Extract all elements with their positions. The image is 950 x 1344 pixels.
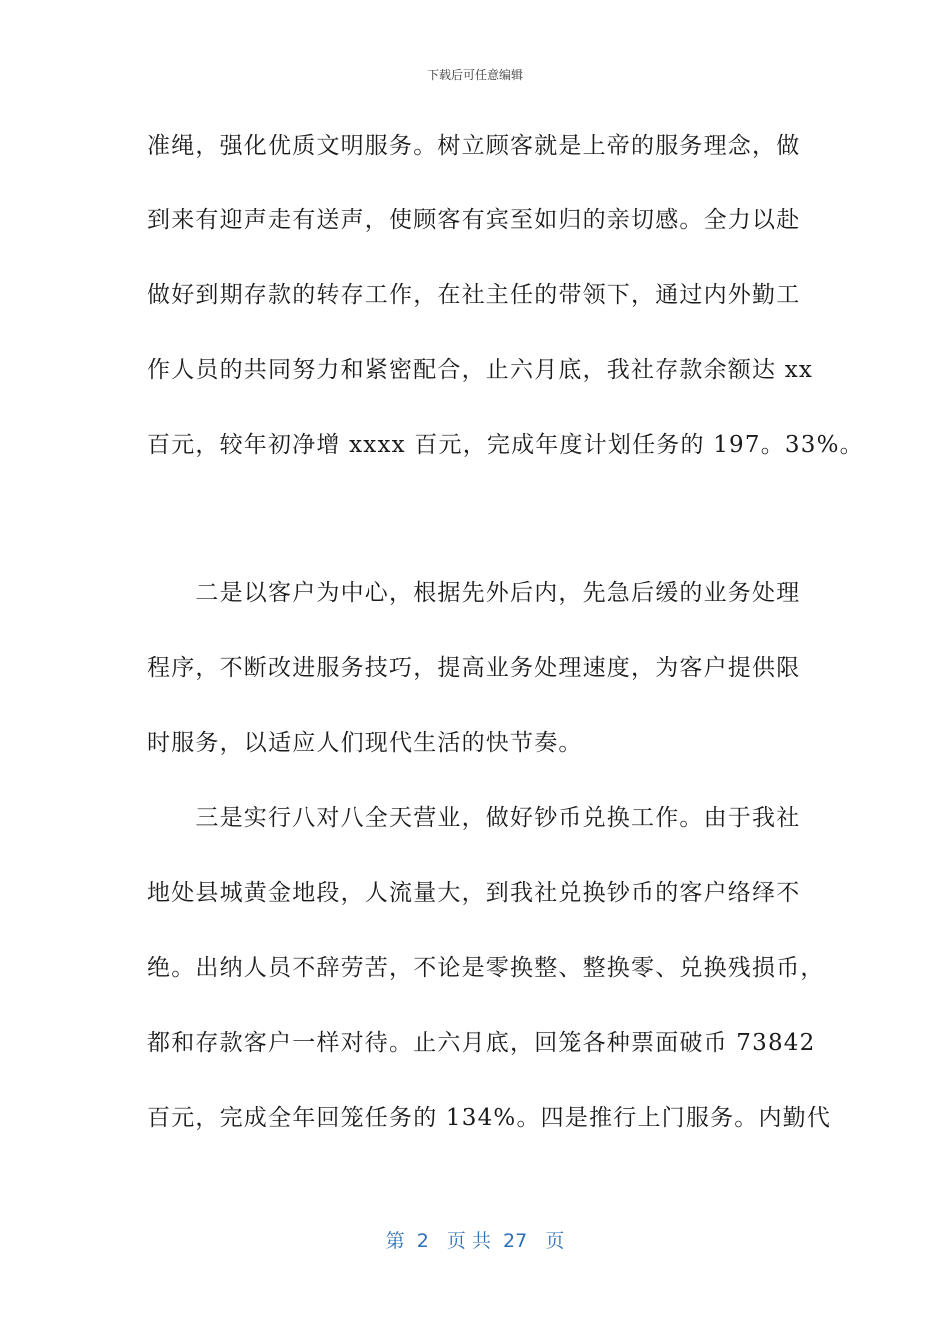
- body-line-5: 百元，较年初净增 xxxx 百元，完成年度计划任务的 197。33%。: [147, 432, 864, 458]
- body-line-9: 三是实行八对八全天营业，做好钞币兑换工作。由于我社: [147, 805, 801, 831]
- body-line-7: 程序，不断改进服务技巧，提高业务处理速度，为客户提供限: [147, 655, 801, 681]
- body-line-4: 作人员的共同努力和紧密配合，止六月底，我社存款余额达 xx: [147, 357, 814, 383]
- body-line-11: 绝。出纳人员不辞劳苦，不论是零换整、整换零、兑换残损币，: [147, 955, 825, 981]
- body-line-12: 都和存款客户一样对待。止六月底，回笼各种票面破币 73842: [147, 1030, 816, 1056]
- body-line-3: 做好到期存款的转存工作，在社主任的带领下，通过内外勤工: [147, 282, 801, 308]
- body-line-13: 百元，完成全年回笼任务的 134%。四是推行上门服务。内勤代: [147, 1105, 832, 1131]
- body-line-10: 地处县城黄金地段，人流量大，到我社兑换钞币的客户络绎不: [147, 880, 801, 906]
- body-line-8: 时服务，以适应人们现代生活的快节奏。: [147, 730, 583, 756]
- body-line-2: 到来有迎声走有送声，使顾客有宾至如归的亲切感。全力以赴: [147, 207, 801, 233]
- header-note: 下载后可任意编辑: [426, 68, 523, 82]
- body-line-1: 准绳，强化优质文明服务。树立顾客就是上帝的服务理念，做: [147, 133, 801, 159]
- body-line-6: 二是以客户为中心，根据先外后内，先急后缓的业务处理: [147, 580, 801, 606]
- page-number-footer: 第 2 页 共 27 页: [385, 1230, 565, 1252]
